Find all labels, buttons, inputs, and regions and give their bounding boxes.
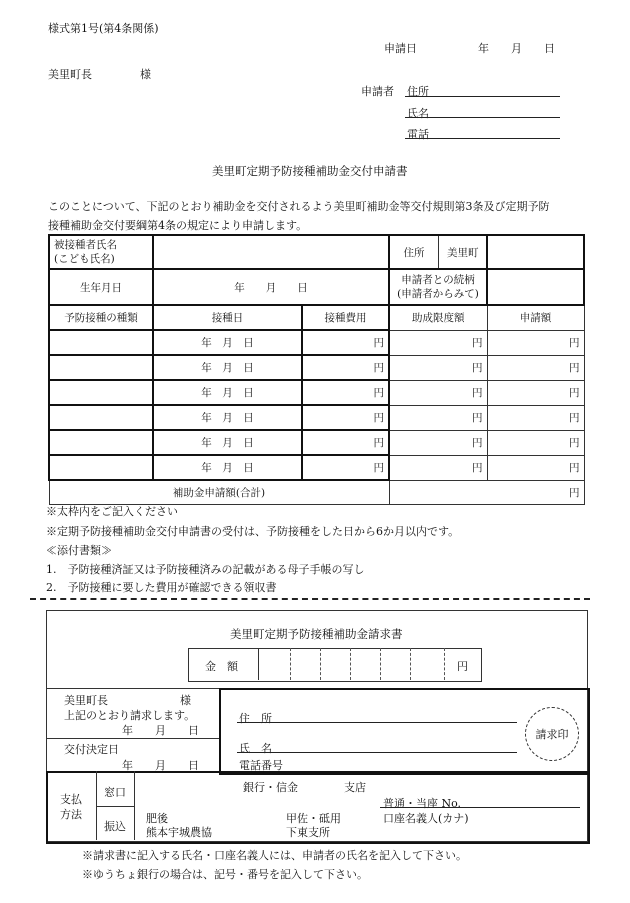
bank-label: 銀行・信金 xyxy=(243,781,298,794)
decision-date-label: 交付決定日 xyxy=(64,743,119,756)
cost-field[interactable]: 円 xyxy=(302,330,389,355)
bank-option-higo: 肥後 xyxy=(146,812,168,825)
applicant-phone-label: 電話 xyxy=(407,128,429,141)
col-vaccination-cost: 接種費用 xyxy=(302,305,389,330)
amount-yen: 円 xyxy=(457,660,468,673)
claim-addressee: 美里町長 xyxy=(64,694,108,707)
claim-seal[interactable]: 請求印 xyxy=(525,707,579,761)
payment-transfer[interactable]: 振込 xyxy=(104,820,126,833)
branch-option-2: 下東支所 xyxy=(286,826,330,839)
child-address-field[interactable] xyxy=(487,235,584,269)
payment-method-label-2: 方法 xyxy=(60,808,82,821)
footer-note-1: ※請求書に記入する氏名・口座名義人には、申請者の氏名を記入して下さい。 xyxy=(82,849,467,862)
claimant-name-label: 氏 名 xyxy=(239,742,272,755)
application-table xyxy=(48,234,585,505)
claim-addressee-suffix: 様 xyxy=(180,694,191,707)
form-number: 様式第1号(第4条関係) xyxy=(48,22,159,35)
vaccine-type-field[interactable] xyxy=(49,455,153,480)
claimant-name-field[interactable] xyxy=(237,752,517,753)
cut-line xyxy=(30,598,590,600)
attachment-2: 2. 予防接種に要した費用が確認できる領収書 xyxy=(46,581,277,594)
addressee-suffix: 様 xyxy=(140,68,151,81)
page-title: 美里町定期予防接種補助金交付申請書 xyxy=(212,164,408,178)
claimant-address-label: 住 所 xyxy=(239,712,272,725)
applicant-name-field[interactable] xyxy=(405,117,560,118)
col-subsidy-limit: 助成限度額 xyxy=(389,305,487,330)
applicant-address-field[interactable] xyxy=(405,96,560,97)
birth-field[interactable]: 年 月 日 xyxy=(153,269,389,305)
addressee: 美里町長 xyxy=(48,68,92,81)
request-cell: 円 xyxy=(487,430,584,455)
attachments-heading: ≪添付書類≫ xyxy=(46,544,112,557)
amount-label: 金 額 xyxy=(205,660,238,673)
vaccine-type-field[interactable] xyxy=(49,405,153,430)
cost-field[interactable]: 円 xyxy=(302,405,389,430)
branch-label: 支店 xyxy=(344,781,366,794)
vaccination-date-field[interactable]: 年 月 日 xyxy=(153,380,302,405)
child-name-label: 被接種者氏名 (こども氏名) xyxy=(49,235,153,269)
col-vaccination-date: 接種日 xyxy=(153,305,302,330)
cost-field[interactable]: 円 xyxy=(302,430,389,455)
intro-line-2: 接種補助金交付要綱第4条の規定により申請します。 xyxy=(48,219,308,232)
cost-field[interactable]: 円 xyxy=(302,380,389,405)
total-amount: 円 xyxy=(389,480,584,505)
branch-option-1: 甲佐・砥用 xyxy=(286,812,341,825)
note-bold-frame: ※太枠内をご記入ください xyxy=(46,505,178,518)
claim-title: 美里町定期予防接種補助金請求書 xyxy=(230,627,403,641)
vaccine-type-field[interactable] xyxy=(49,430,153,455)
request-cell: 円 xyxy=(487,455,584,480)
applicant-phone-field[interactable] xyxy=(405,138,560,139)
vaccination-date-field[interactable]: 年 月 日 xyxy=(153,430,302,455)
claimant-address-field[interactable] xyxy=(237,722,517,723)
limit-cell: 円 xyxy=(389,430,487,455)
account-number-field[interactable] xyxy=(380,807,580,808)
request-cell: 円 xyxy=(487,355,584,380)
account-holder-label: 口座名義人(カナ) xyxy=(383,812,469,825)
child-name-field[interactable] xyxy=(153,235,389,269)
birth-label: 生年月日 xyxy=(49,269,153,305)
table-row xyxy=(49,355,584,380)
vaccine-type-field[interactable] xyxy=(49,380,153,405)
account-type[interactable]: 普通・当座 No. xyxy=(383,797,462,810)
limit-cell: 円 xyxy=(389,405,487,430)
vaccination-date-field[interactable]: 年 月 日 xyxy=(153,405,302,430)
attachment-1: 1. 予防接種済証又は予防接種済みの記載がある母子手帳の写し xyxy=(46,563,365,576)
payment-window[interactable]: 窓口 xyxy=(104,786,126,799)
claim-request-text: 上記のとおり請求します。 xyxy=(64,709,196,722)
vaccine-type-field[interactable] xyxy=(49,355,153,380)
table-row xyxy=(49,380,584,405)
relation-field[interactable] xyxy=(487,269,584,305)
applicant-address-label: 住所 xyxy=(407,85,429,98)
col-vaccine-type: 予防接種の種類 xyxy=(49,305,153,330)
footer-note-2: ※ゆうちょ銀行の場合は、記号・番号を記入して下さい。 xyxy=(82,868,368,881)
cost-field[interactable]: 円 xyxy=(302,355,389,380)
limit-cell: 円 xyxy=(389,455,487,480)
note-deadline: ※定期予防接種補助金交付申請書の受付は、予防接種をした日から6か月以内です。 xyxy=(46,525,460,538)
claimant-phone-label: 電話番号 xyxy=(239,759,283,772)
limit-cell: 円 xyxy=(389,355,487,380)
cost-field[interactable]: 円 xyxy=(302,455,389,480)
total-label: 補助金申請額(合計) xyxy=(49,480,389,505)
decision-date[interactable]: 年 月 日 xyxy=(122,759,199,772)
application-date-label: 申請日 xyxy=(384,42,417,55)
limit-cell: 円 xyxy=(389,330,487,355)
table-row xyxy=(49,330,584,355)
child-address-cell[interactable]: 住所 美里町 xyxy=(389,235,487,269)
relation-label: 申請者との続柄 (申請者からみて) xyxy=(389,269,487,305)
col-request-amount: 申請額 xyxy=(487,305,584,330)
bank-option-ja: 熊本宇城農協 xyxy=(146,826,212,839)
vaccination-date-field[interactable]: 年 月 日 xyxy=(153,355,302,380)
intro-line-1: このことについて、下記のとおり補助金を交付されるよう美里町補助金等交付規則第3条及び定期予防 xyxy=(48,200,550,213)
applicant-name-label: 氏名 xyxy=(407,107,429,120)
vaccination-date-field[interactable]: 年 月 日 xyxy=(153,455,302,480)
request-cell: 円 xyxy=(487,330,584,355)
table-row xyxy=(49,455,584,480)
table-row xyxy=(49,405,584,430)
claim-date[interactable]: 年 月 日 xyxy=(122,724,199,737)
limit-cell: 円 xyxy=(389,380,487,405)
vaccination-date-field[interactable]: 年 月 日 xyxy=(153,330,302,355)
payment-method-label-1: 支払 xyxy=(60,793,82,806)
applicant-label: 申請者 xyxy=(361,85,394,98)
table-row xyxy=(49,430,584,455)
request-cell: 円 xyxy=(487,405,584,430)
vaccine-type-field[interactable] xyxy=(49,330,153,355)
request-cell: 円 xyxy=(487,380,584,405)
application-date-units: 年 月 日 xyxy=(478,42,555,55)
